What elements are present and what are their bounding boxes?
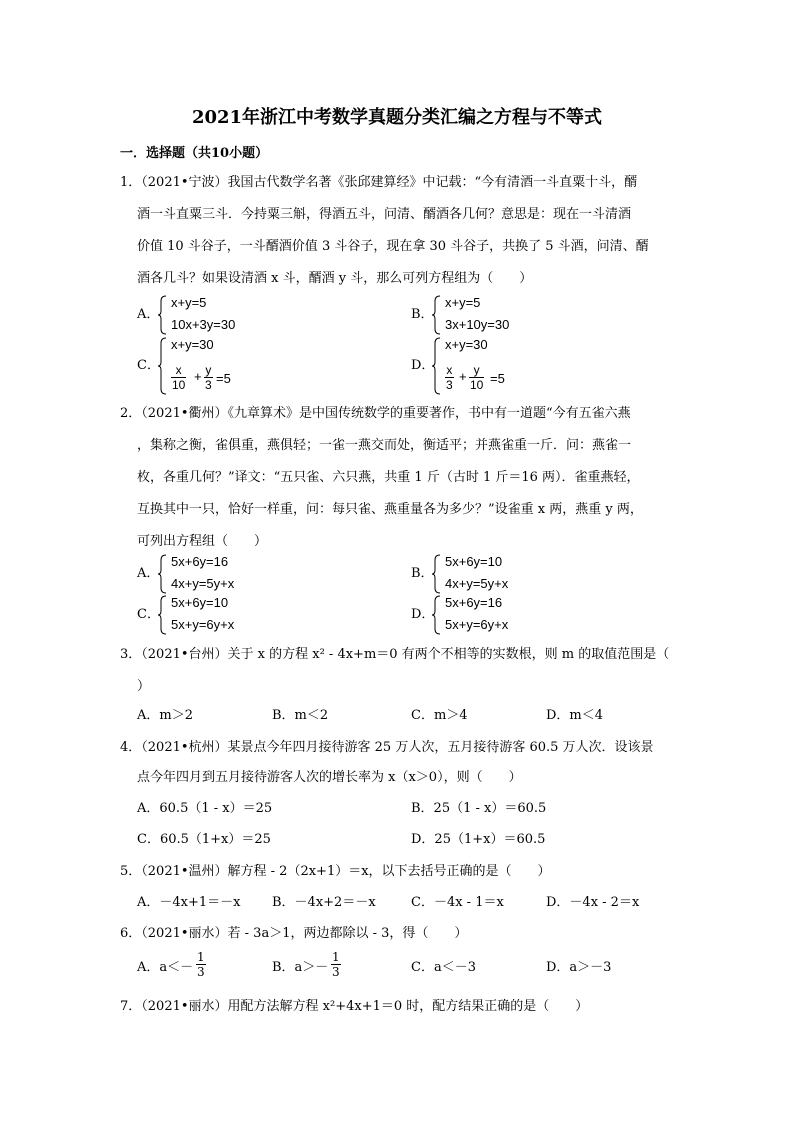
q1-b-eq2: 3x+10y=30 (445, 317, 510, 332)
q1-option-c-system (158, 337, 278, 395)
q6-option-c: C．a＜－3 (411, 960, 476, 975)
frac-denominator: 10 (172, 378, 186, 392)
q2-option-d-label: D． (411, 607, 435, 622)
q2-option-a-system (158, 554, 278, 594)
q6-option-a-prefix: A．a＜－ (137, 960, 194, 975)
frac-denominator: 10 (470, 378, 484, 392)
q3-text-line1: 3．（2021•台州）关于 x 的方程 x² - 4x+m＝0 有两个不相等的实数根，则 m 的取值范围是（ (120, 647, 670, 662)
q1-option-d-system (432, 337, 552, 395)
q1-d-frac2 (469, 363, 484, 392)
q3-text-line2: ） (137, 679, 151, 694)
q5-option-b: B．－4x+2＝－x (272, 895, 376, 910)
q1-d-op: + (459, 369, 467, 384)
frac-denominator: 3 (205, 378, 212, 392)
q2-text-line1: 2．（2021•衢州）《九章算术》是中国传统数学的重要著作，书中有一道题“今有五雀六燕 (120, 406, 631, 421)
frac-numerator: x (446, 363, 453, 377)
q2-option-a-label: A． (137, 566, 160, 581)
q1-option-d-label: D． (411, 358, 435, 373)
q1-d-eq1: x+y=30 (445, 337, 488, 352)
q2-option-c-system (158, 595, 278, 635)
q5-option-a: A．－4x+1＝－x (137, 895, 241, 910)
brace-icon (432, 337, 442, 395)
frac-numerator: 1 (197, 950, 205, 964)
q1-c-eq1: x+y=30 (171, 337, 214, 352)
page-title: 2021年浙江中考数学真题分类汇编之方程与不等式 (191, 107, 603, 128)
frac-numerator: y (473, 363, 480, 377)
frac-denominator: 3 (197, 965, 205, 979)
q2-option-c-label: C． (137, 607, 160, 622)
q2-text-line3: 枚，各重几何？”译文：“五只雀、六只燕，共重 1 斤（古时 1 斤＝16 两）．雀重燕轻， (137, 470, 640, 485)
q5-text-line1: 5．（2021•温州）解方程 - 2（2x+1）＝x，以下去括号正确的是（ ） (120, 864, 551, 879)
q4-option-d: D．25（1+x）＝60.5 (411, 832, 546, 847)
q2-c-eq1: 5x+6y=10 (171, 595, 229, 610)
brace-icon (432, 554, 442, 594)
frac-numerator: x (175, 363, 182, 377)
frac-denominator: 3 (446, 378, 453, 392)
q6-text-line1: 6．（2021•丽水）若 - 3a＞1，两边都除以 - 3，得（ ） (120, 926, 468, 941)
q2-text-line2: ，集称之衡，雀俱重，燕俱轻；一雀一燕交而处，衡适平；并燕雀重一斤．问：燕雀一 (137, 438, 632, 453)
q2-option-b-label: B． (411, 566, 434, 581)
q1-text-line2: 酒一斗直粟三斗．今持粟三斛，得酒五斗，问清、醑酒各几何？意思是：现在一斗清酒 (137, 207, 632, 222)
q4-text-line1: 4．（2021•杭州）某景点今年四月接待游客 25 万人次，五月接待游客 60.5 万人次．设该景 (120, 740, 654, 755)
q2-text-line4: 互换其中一只，恰好一样重，问：每只雀、燕重量各为多少？”设雀重 x 两，燕重 y 两， (137, 502, 643, 517)
q2-b-eq1: 5x+6y=10 (445, 554, 503, 569)
q2-option-b-system (432, 554, 552, 594)
brace-icon (158, 554, 168, 594)
q1-text-line4: 酒各几斗？如果设清酒 x 斗，醑酒 y 斗，那么可列方程组为（ ） (137, 271, 533, 286)
frac-denominator: 3 (332, 965, 340, 979)
q3-option-d: D．m＜4 (546, 708, 604, 723)
q2-d-eq1: 5x+6y=16 (445, 595, 503, 610)
q2-b-eq2: 4x+y=5y+x (445, 576, 509, 591)
frac-numerator: 1 (332, 950, 340, 964)
q2-a-eq2: 4x+y=5y+x (171, 576, 235, 591)
q1-a-eq1: x+y=5 (171, 295, 207, 310)
frac-numerator: y (205, 363, 212, 377)
q6-option-b-fraction (331, 950, 341, 979)
q4-option-b: B．25（1 - x）＝60.5 (411, 801, 547, 816)
q6-option-d: D．a＞－3 (546, 960, 612, 975)
q4-option-c: C．60.5（1+x）＝25 (137, 832, 271, 847)
q1-d-tail: =5 (490, 371, 505, 386)
brace-icon (432, 595, 442, 635)
q2-a-eq1: 5x+6y=16 (171, 554, 229, 569)
q2-c-eq2: 5x+y=6y+x (171, 617, 235, 632)
q1-d-frac1 (445, 363, 454, 392)
q1-c-frac2 (204, 363, 213, 392)
q5-option-d: D．－4x - 2＝x (546, 895, 640, 910)
q4-text-line2: 点今年四月到五月接待游客人次的增长率为 x（x＞0），则（ ） (137, 770, 522, 785)
brace-icon (432, 295, 442, 335)
q6-option-a-fraction (196, 950, 206, 979)
q2-option-d-system (432, 595, 552, 635)
q1-c-tail: =5 (216, 371, 231, 386)
q1-option-b-label: B． (411, 307, 434, 322)
q2-text-line5: 可列出方程组（ ） (137, 534, 268, 549)
q1-a-eq2: 10x+3y=30 (171, 317, 236, 332)
q3-option-a: A．m＞2 (137, 708, 193, 723)
q1-option-c-label: C． (137, 358, 160, 373)
brace-icon (158, 295, 168, 335)
q6-option-b-prefix: B．a＞－ (272, 960, 329, 975)
q1-c-op: + (194, 369, 202, 384)
q4-option-a: A．60.5（1 - x）＝25 (137, 801, 273, 816)
q2-d-eq2: 5x+y=6y+x (445, 617, 509, 632)
q1-b-eq1: x+y=5 (445, 295, 481, 310)
section-heading: 一．选择题（共10小题） (120, 146, 269, 161)
q7-text-line1: 7．（2021•丽水）用配方法解方程 x²+4x+1＝0 时，配方结果正确的是（ ） (120, 999, 589, 1014)
q3-option-c: C．m＞4 (411, 708, 468, 723)
q1-option-b-system (432, 295, 552, 335)
q5-option-c: C．－4x - 1＝x (411, 895, 504, 910)
q1-option-a-system (158, 295, 278, 335)
q1-option-a-label: A． (137, 307, 160, 322)
q1-text-line1: 1．（2021•宁波）我国古代数学名著《张邱建算经》中记载：“今有清酒一斗直粟十斗，醑 (120, 175, 638, 190)
q1-c-frac1 (171, 363, 186, 392)
q1-text-line3: 价值 10 斗谷子，一斗醑酒价值 3 斗谷子，现在拿 30 斗谷子，共换了 5 斗酒，问清、醑 (137, 239, 649, 254)
q3-option-b: B．m＜2 (272, 708, 329, 723)
brace-icon (158, 337, 168, 395)
brace-icon (158, 595, 168, 635)
